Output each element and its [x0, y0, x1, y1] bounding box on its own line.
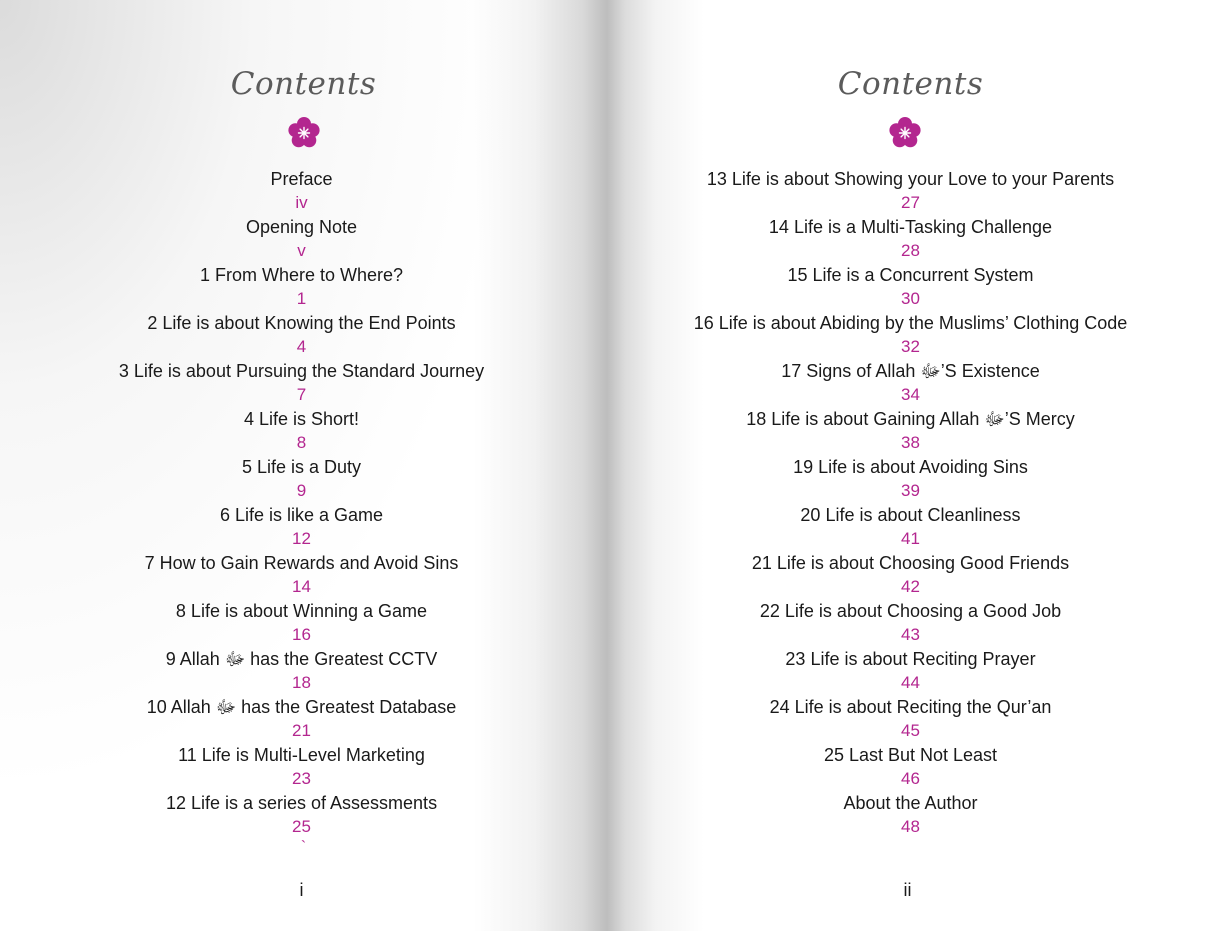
toc-entry[interactable] [0, 263, 605, 311]
toc-entry-page: 32 [901, 337, 920, 356]
toc-entry[interactable] [0, 695, 605, 743]
toc-entry-page: v [297, 241, 306, 260]
toc-entry-page: 23 [292, 769, 311, 788]
toc-entry[interactable] [0, 455, 605, 503]
toc-entry-page: 12 [292, 529, 311, 548]
toc-entry-title: 8 Life is about Winning a Game [175, 601, 428, 621]
toc-entry[interactable] [0, 647, 605, 695]
toc-entry[interactable] [0, 407, 605, 455]
toc-entry[interactable] [607, 167, 1214, 215]
toc-entry-page: 43 [901, 625, 920, 644]
toc-entry[interactable] [0, 791, 605, 839]
toc-entry[interactable] [607, 647, 1214, 695]
toc-entry-page: 41 [901, 529, 920, 548]
stray-mark: ` [300, 839, 307, 856]
toc-entry[interactable] [607, 215, 1214, 263]
toc-entry-title: 14 Life is a Multi-Tasking Challenge [768, 217, 1053, 237]
toc-entry-title: 17 Signs of Allah ﷻ’S Existence [781, 361, 1040, 381]
toc-entry-title: 11 Life is Multi-Level Marketing [178, 745, 425, 765]
toc-entry-title: 12 Life is a series of Assessments [165, 793, 438, 813]
toc-entry-page: 4 [296, 337, 307, 356]
toc-entry-title: 7 How to Gain Rewards and Avoid Sins [144, 553, 459, 573]
toc-entry-page: iv [295, 193, 308, 212]
contents-heading: Contents [837, 66, 984, 102]
toc-entry-page: 18 [292, 673, 311, 692]
toc-entry[interactable] [607, 743, 1214, 791]
toc-entry-title: 20 Life is about Cleanliness [800, 505, 1021, 525]
toc-entry-title: 24 Life is about Reciting the Qur’an [769, 697, 1052, 717]
toc-entry[interactable] [0, 743, 605, 791]
toc-entry[interactable] [607, 359, 1214, 407]
toc-entry-title: About the Author [843, 793, 978, 813]
toc-entry-title: Opening Note [245, 217, 358, 237]
toc-entry-page: 14 [292, 577, 311, 596]
toc-entry-title: 1 From Where to Where? [199, 265, 404, 285]
toc-entry-page: 39 [901, 481, 920, 500]
toc-entry-title: 22 Life is about Choosing a Good Job [759, 601, 1062, 621]
toc-entry[interactable] [607, 695, 1214, 743]
toc-entry[interactable] [0, 167, 605, 215]
toc-entry-title: 19 Life is about Avoiding Sins [793, 457, 1028, 477]
toc-entry-page: 28 [901, 241, 920, 260]
toc-entry-page: 46 [901, 769, 920, 788]
contents-heading: Contents [230, 66, 377, 102]
toc-entry[interactable] [607, 791, 1214, 839]
toc-entry-title: 9 Allah ﷻ has the Greatest CCTV [165, 649, 438, 669]
toc-entry-page: 30 [901, 289, 920, 308]
toc-entry[interactable] [0, 359, 605, 407]
toc-list-right [607, 167, 1214, 839]
toc-entry[interactable] [607, 551, 1214, 599]
toc-entry[interactable] [607, 455, 1214, 503]
toc-entry[interactable] [0, 599, 605, 647]
toc-entry-title: 10 Allah ﷻ has the Greatest Database [146, 697, 457, 717]
toc-entry-page: 45 [901, 721, 920, 740]
toc-entry[interactable] [0, 215, 605, 263]
toc-list-left [0, 167, 605, 839]
toc-entry-page: 16 [292, 625, 311, 644]
flower-icon [287, 116, 321, 150]
toc-entry[interactable] [0, 551, 605, 599]
page-number: ii [903, 880, 912, 900]
toc-entry-title: 23 Life is about Reciting Prayer [785, 649, 1036, 669]
page-number: i [299, 880, 304, 900]
toc-entry-page: 44 [901, 673, 920, 692]
toc-entry-title: 6 Life is like a Game [219, 505, 384, 525]
toc-entry-page: 7 [296, 385, 307, 404]
toc-entry[interactable] [607, 407, 1214, 455]
toc-entry-title: Preface [270, 169, 333, 189]
toc-entry-page: 27 [901, 193, 920, 212]
toc-entry-page: 21 [292, 721, 311, 740]
toc-entry[interactable] [0, 503, 605, 551]
toc-entry-page: 25 [292, 817, 311, 836]
toc-entry-page: 34 [901, 385, 920, 404]
toc-entry-title: 3 Life is about Pursuing the Standard Journey [118, 361, 485, 381]
toc-entry-title: 16 Life is about Abiding by the Muslims’ Clothing Code [693, 313, 1128, 333]
toc-entry-page: 1 [296, 289, 307, 308]
toc-entry-title: 25 Last But Not Least [823, 745, 998, 765]
toc-entry-page: 42 [901, 577, 920, 596]
toc-entry[interactable] [0, 311, 605, 359]
toc-entry-page: 8 [296, 433, 307, 452]
right-page [607, 0, 1214, 931]
toc-entry-title: 13 Life is about Showing your Love to your Parents [706, 169, 1115, 189]
toc-entry-page: 38 [901, 433, 920, 452]
toc-entry[interactable] [607, 263, 1214, 311]
toc-entry-page: 9 [296, 481, 307, 500]
toc-entry-title: 4 Life is Short! [243, 409, 360, 429]
flower-icon [888, 116, 922, 150]
toc-entry-title: 21 Life is about Choosing Good Friends [751, 553, 1070, 573]
toc-entry-page: 48 [901, 817, 920, 836]
toc-entry[interactable] [607, 599, 1214, 647]
toc-entry-title: 2 Life is about Knowing the End Points [147, 313, 456, 333]
toc-entry-title: 5 Life is a Duty [241, 457, 362, 477]
toc-entry-title: 18 Life is about Gaining Allah ﷻ’S Mercy [746, 409, 1075, 429]
toc-entry[interactable] [607, 311, 1214, 359]
toc-entry[interactable] [607, 503, 1214, 551]
toc-entry-title: 15 Life is a Concurrent System [787, 265, 1034, 285]
